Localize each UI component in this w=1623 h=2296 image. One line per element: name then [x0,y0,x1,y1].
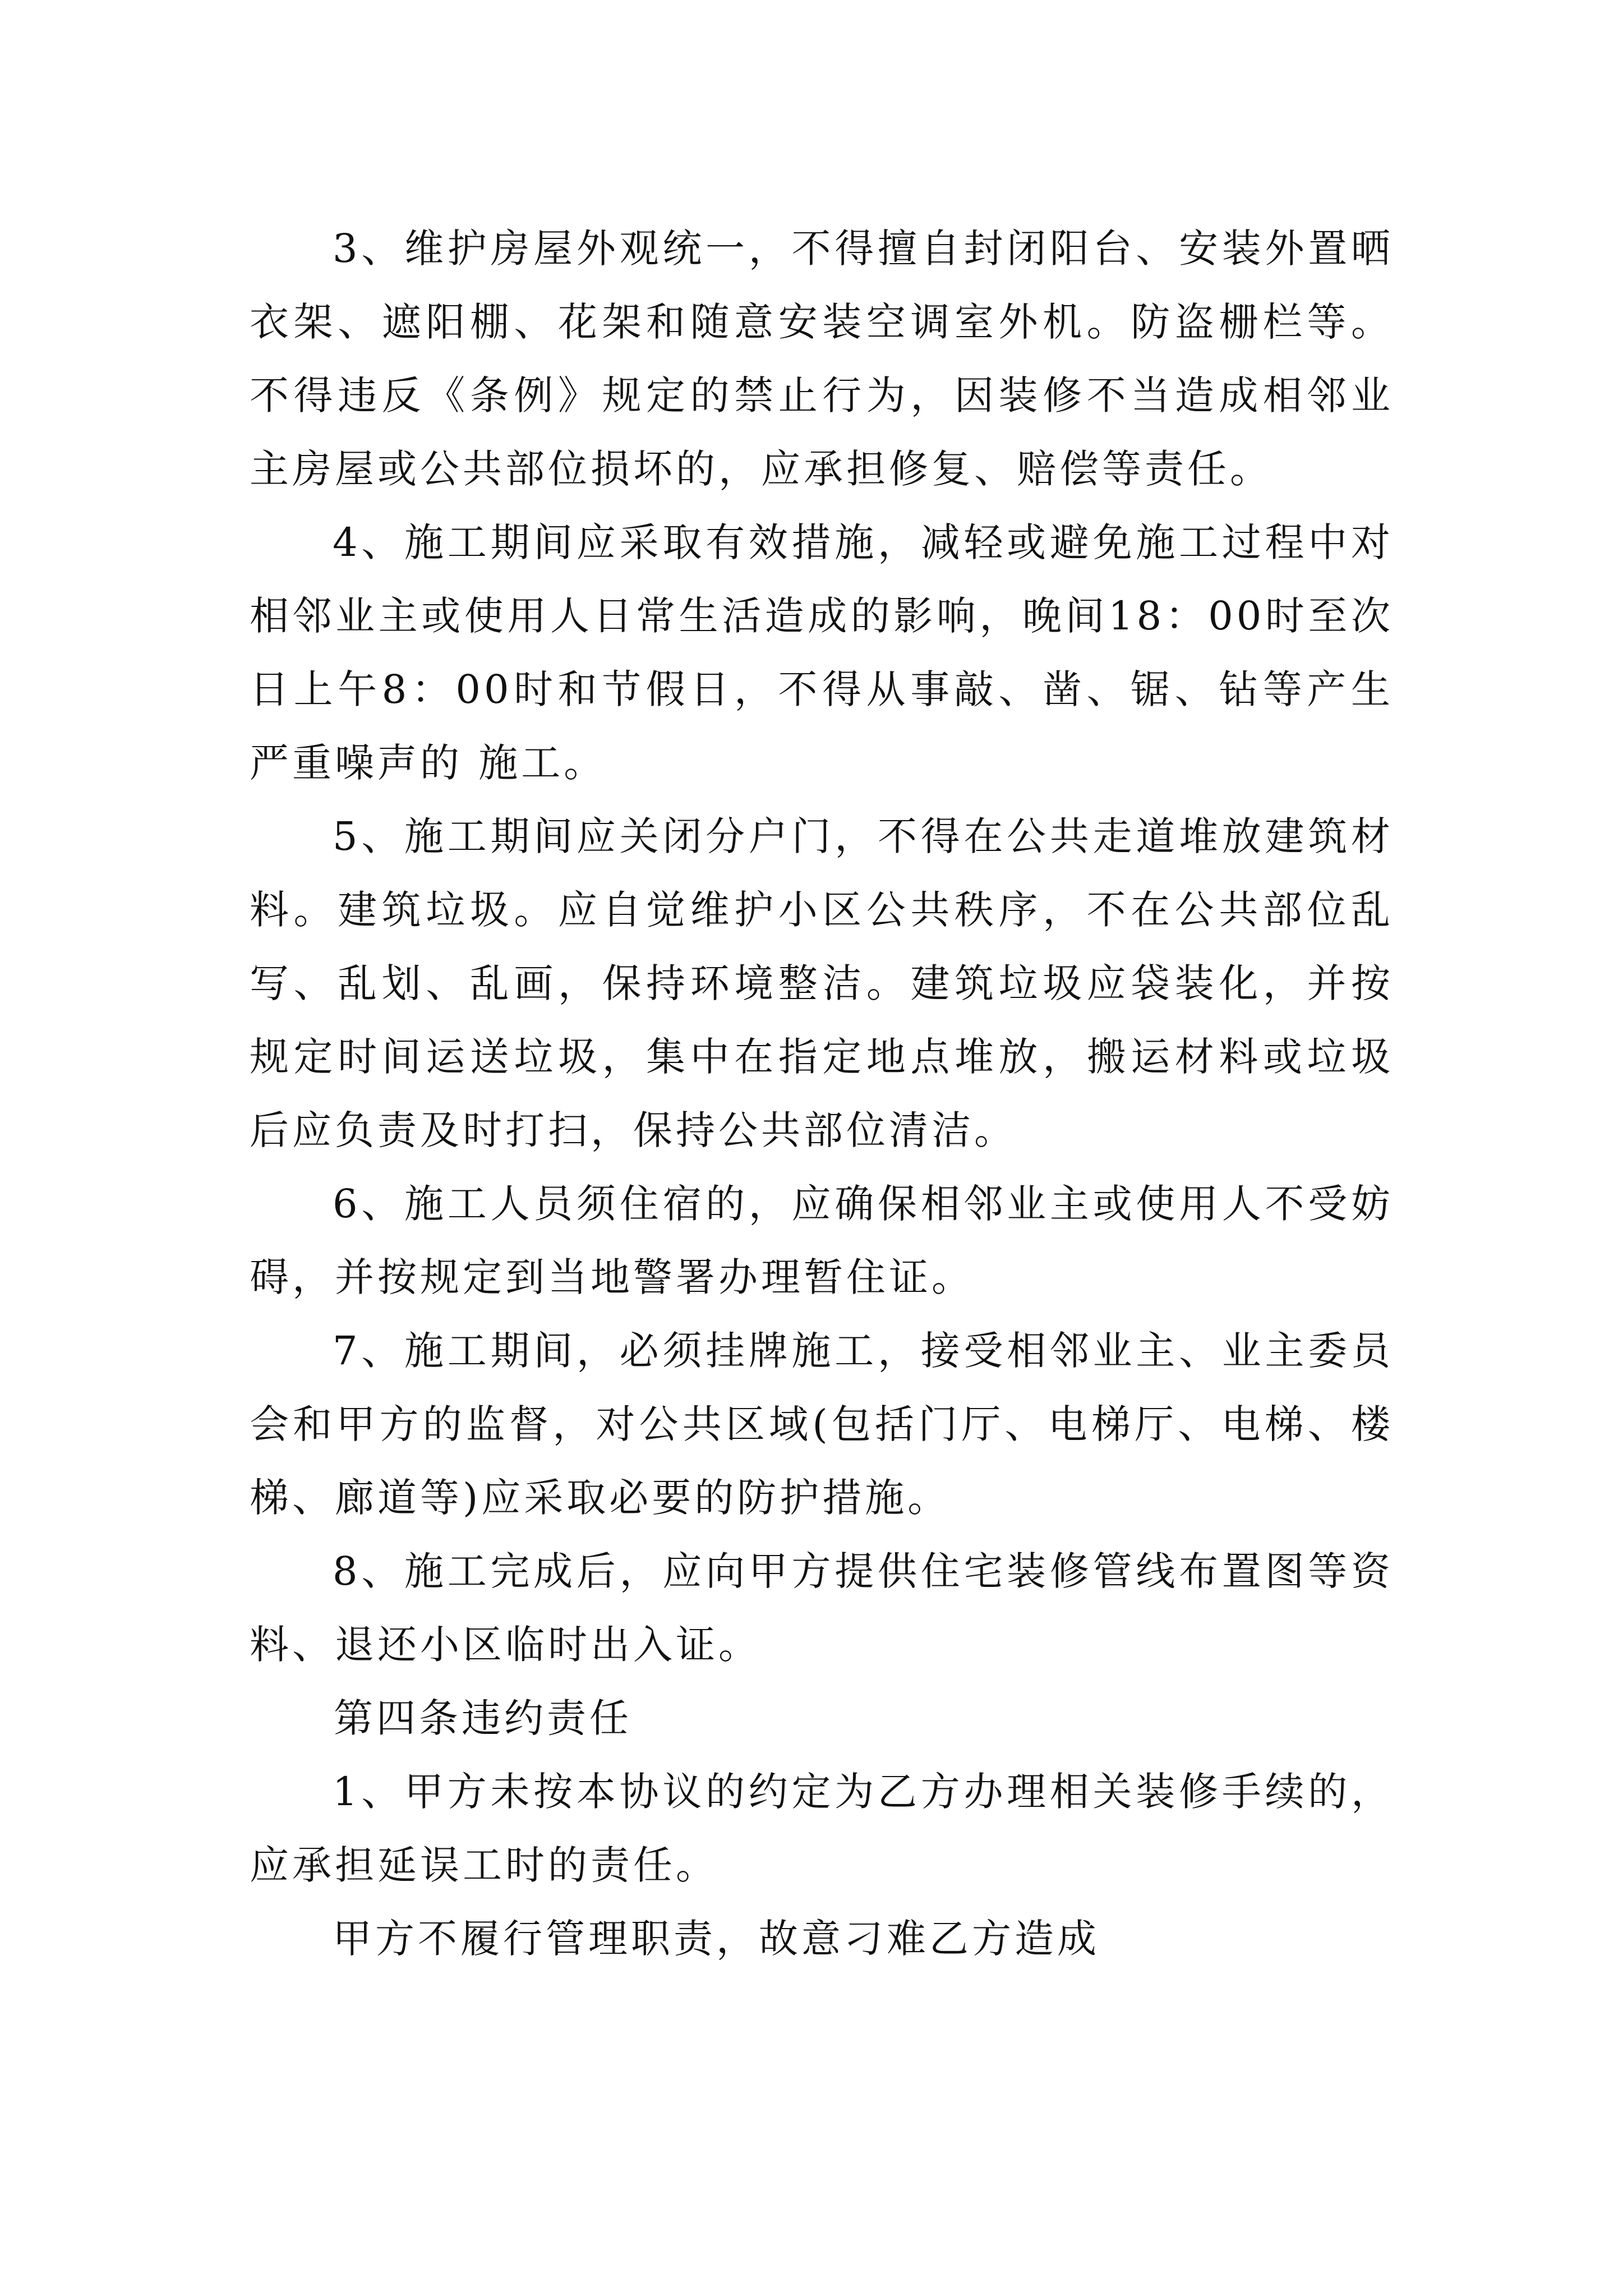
section-heading-article-4: 第四条违约责任 [334,1695,632,1741]
paragraph-liability-1: 1、甲方未按本协议的约定为乙方办理相关装修手续的，应承担延误工时的责任。 [250,1769,1394,1888]
paragraph-clause-8: 8、施工完成后，应向甲方提供住宅装修管线布置图等资料、退还小区临时出入证。 [250,1548,1394,1668]
paragraph-clause-4: 4、施工期间应采取有效措施，减轻或避免施工过程中对相邻业主或使用人日常生活造成的影响，晚间18：00时至次日上午8：00时和节假日，不得从事敲、凿、锯、钻等产生严重噪声的 施工。 [250,519,1394,786]
paragraph-liability-continued: 甲方不履行管理职责，故意刁难乙方造成 [333,1916,1100,1962]
paragraph-clause-3: 3、维护房屋外观统一，不得擅自封闭阳台、安装外置晒衣架、遮阳棚、花架和随意安装空调室外机。防盗栅栏等。不得违反《条例》规定的禁止行为，因装修不当造成相邻业主房屋或公共部位损坏的，应承担修复、赔偿等责任。 [250,226,1394,492]
paragraph-clause-5: 5、施工期间应关闭分户门，不得在公共走道堆放建筑材料。建筑垃圾。应自觉维护小区公共秩序，不在公共部位乱写、乱划、乱画，保持环境整洁。建筑垃圾应袋装化，并按规定时间运送垃圾，集中在指定地点堆放，搬运材料或垃圾后应负责及时打扫，保持公共部位清洁。 [250,813,1394,1153]
paragraph-clause-6: 6、施工人员须住宿的，应确保相邻业主或使用人不受妨碍，并按规定到当地警署办理暂住证。 [250,1181,1394,1300]
paragraph-clause-7: 7、施工期间，必须挂牌施工，接受相邻业主、业主委员会和甲方的监督，对公共区域(包括门厅、电梯厅、电梯、楼梯、廊道等)应采取必要的防护措施。 [250,1328,1394,1521]
document-body [250,212,1394,1976]
